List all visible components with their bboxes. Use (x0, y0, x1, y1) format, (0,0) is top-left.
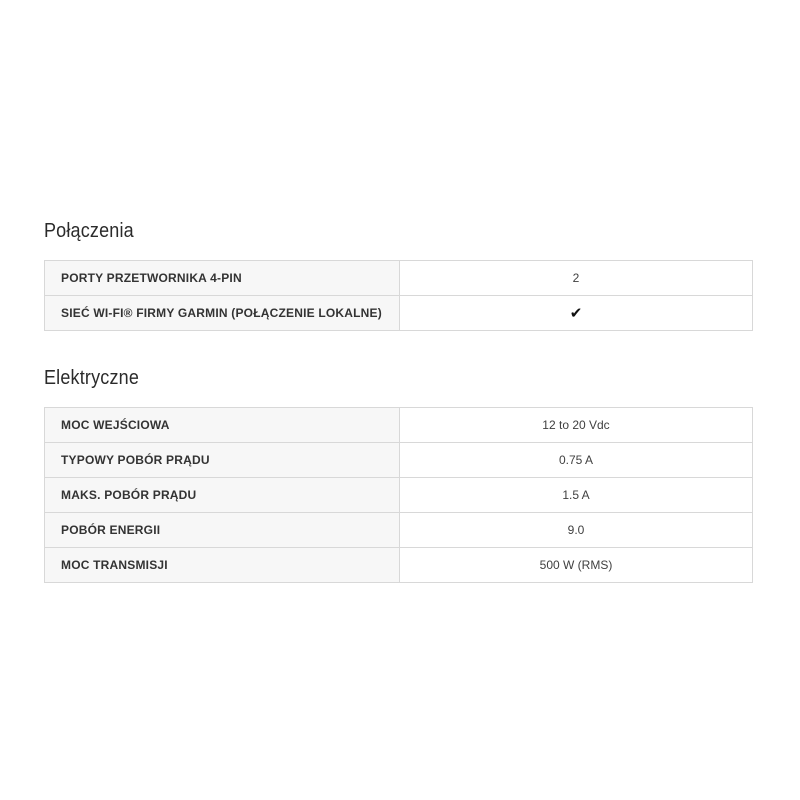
spec-value (400, 296, 752, 330)
spec-value: 2 (400, 261, 752, 295)
table-row (45, 443, 752, 478)
spec-section-electrical (44, 367, 753, 583)
table-row (45, 296, 752, 330)
table-row (45, 478, 752, 513)
table-row (45, 513, 752, 548)
spec-label: MOC WEJŚCIOWA (45, 408, 400, 442)
spec-value: 500 W (RMS) (400, 548, 752, 582)
table-row (45, 408, 752, 443)
spec-table-electrical (44, 407, 753, 583)
spec-section-connections (44, 220, 753, 331)
spec-value: 12 to 20 Vdc (400, 408, 752, 442)
table-row (45, 261, 752, 296)
section-title-electrical: Elektryczne (44, 367, 140, 389)
table-row (45, 548, 752, 582)
spec-value: 1.5 A (400, 478, 752, 512)
spec-label: MAKS. POBÓR PRĄDU (45, 478, 400, 512)
spec-label: PORTY PRZETWORNIKA 4-PIN (45, 261, 400, 295)
spec-value: 0.75 A (400, 443, 752, 477)
spec-table-connections (44, 260, 753, 331)
section-title-connections: Połączenia (44, 220, 134, 242)
spec-label: TYPOWY POBÓR PRĄDU (45, 443, 400, 477)
spec-label: MOC TRANSMISJI (45, 548, 400, 582)
spec-value: 9.0 (400, 513, 752, 547)
spec-label: SIEĆ WI-FI® FIRMY GARMIN (POŁĄCZENIE LOKALNE) (45, 296, 400, 330)
spec-content (44, 220, 753, 619)
checkmark-icon: ✔ (569, 304, 583, 322)
spec-label: POBÓR ENERGII (45, 513, 400, 547)
